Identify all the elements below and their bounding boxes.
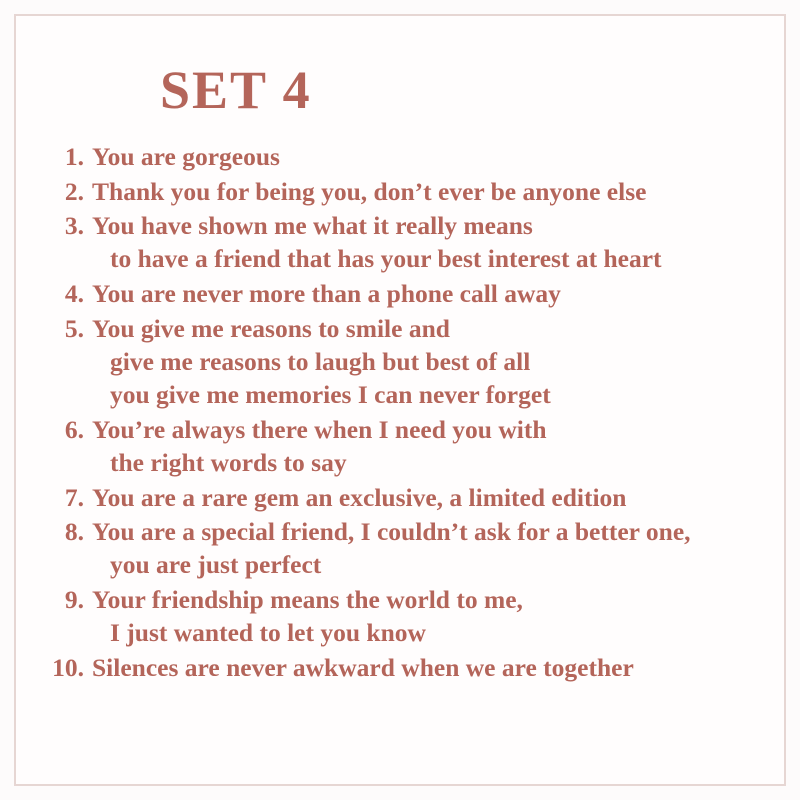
- list-item-text: [92, 414, 752, 480]
- list-item-line: Silences are never awkward when we are together: [92, 653, 634, 683]
- list-item-line: Your friendship means the world to me,: [92, 585, 523, 615]
- list-item-number: 4.: [64, 279, 84, 309]
- list-item: [48, 176, 752, 209]
- list-item: [48, 482, 752, 515]
- list-item: [48, 141, 752, 174]
- list-item: [48, 210, 752, 276]
- list-item-number: 5.: [64, 314, 84, 344]
- list-item-line: give me reasons to laugh but best of all: [110, 347, 531, 377]
- list-item-number: 8.: [64, 517, 84, 547]
- list-item-text: [92, 313, 752, 412]
- list-item-line: you give me memories I can never forget: [110, 379, 551, 409]
- list-item-line: to have a friend that has your best interest at heart: [110, 244, 662, 274]
- list-item-number: 9.: [64, 585, 84, 615]
- list-item-number: 1.: [64, 141, 84, 171]
- list-item-line: the right words to say: [110, 447, 347, 477]
- list-item-line: You are a rare gem an exclusive, a limited edition: [92, 482, 627, 512]
- list-item-text: [92, 482, 752, 515]
- list-item-line: You give me reasons to smile and: [92, 314, 450, 344]
- page-title: SET 4: [160, 60, 312, 120]
- list-item: [48, 278, 752, 311]
- list-item: [48, 652, 752, 685]
- list-item-number: 6.: [64, 414, 84, 444]
- list-item-line: you are just perfect: [110, 550, 322, 580]
- document-content: [14, 14, 786, 685]
- list-item: [48, 313, 752, 412]
- list-item-number: 2.: [64, 176, 84, 206]
- list-item-number: 7.: [64, 482, 84, 512]
- list-item-text: [92, 516, 752, 582]
- compliment-list: [48, 141, 752, 685]
- list-item-text: [92, 141, 752, 174]
- list-item-line: I just wanted to let you know: [110, 618, 426, 648]
- list-item-number: 3.: [64, 211, 84, 241]
- list-item-line: You’re always there when I need you with: [92, 414, 547, 444]
- list-item-line: Thank you for being you, don’t ever be anyone else: [92, 176, 647, 206]
- list-item-text: [92, 278, 752, 311]
- list-item: [48, 414, 752, 480]
- list-item-text: [92, 210, 752, 276]
- list-item-line: You are never more than a phone call away: [92, 279, 561, 309]
- list-item-text: [92, 584, 752, 650]
- list-item: [48, 516, 752, 582]
- list-item: [48, 584, 752, 650]
- list-item-line: You are gorgeous: [92, 141, 280, 171]
- list-item-text: [92, 176, 752, 209]
- list-item-number: 10.: [52, 653, 84, 683]
- list-item-line: You have shown me what it really means: [92, 211, 533, 241]
- list-item-text: [92, 652, 752, 685]
- list-item-line: You are a special friend, I couldn’t ask for a better one,: [92, 517, 691, 547]
